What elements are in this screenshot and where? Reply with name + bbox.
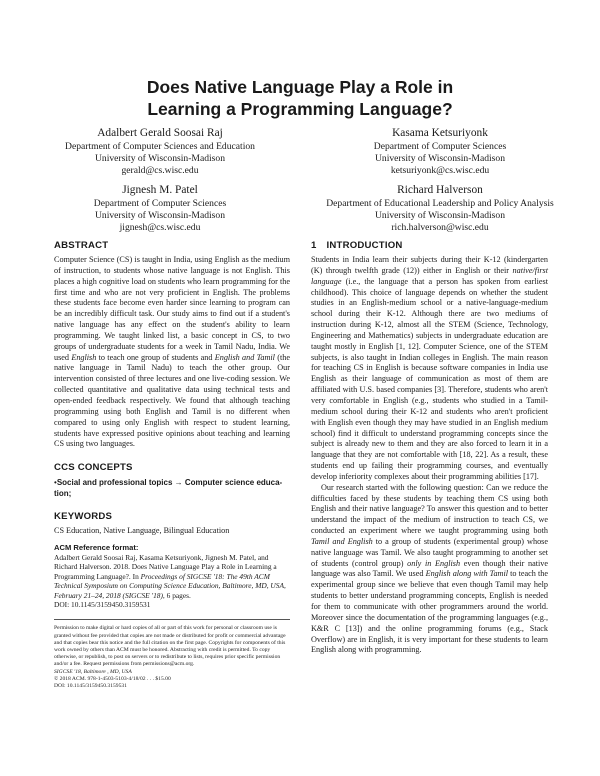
permission-notice: Permission to make digital or hard copies of all or part of this work for personal or classroom use is granted without fee provided that copies are not made or distributed for profit or commercial advantage and that copies bear this notice and the full citation on the first page. Copyrights for components of this work owned by others than ACM must be honored. Abstracting with credit is permitted. To copy otherwise, or republish, to post on servers or to redistribute to lists, requires prior specific permission and/or a fee. Request permissions from permissions@acm.org. SIGCSE '18, Baltimore , MD, USA © 2018 ACM. 978-1-4503-5103-4/18/02 . . . $15.00 DOI: 10.1145/3159450.3159531 xyxy=(54,625,286,690)
author-block-4 xyxy=(300,183,580,235)
author-name: Adalbert Gerald Soosai Raj xyxy=(97,127,223,139)
ccs-concepts: •Social and professional topics → Computer science educa- tion; xyxy=(54,478,283,499)
author-email: rich.halverson@wisc.edu xyxy=(391,222,489,234)
author-dept: Department of Computer Sciences xyxy=(93,198,227,209)
author-name: Kasama Ketsuriyonk xyxy=(392,127,488,139)
author-name: Jignesh M. Patel xyxy=(122,184,198,196)
section-number: 1 xyxy=(311,240,317,251)
author-univ: University of Wisconsin-Madison xyxy=(374,210,505,222)
intro-paragraph-2: Our research started with the following question: Can we reduce the difficulties faced by these students by teaching them CS using both English and their native language? To answer this question and to better understand the impact of the medium of instruction to teach CS, we conducted an experiment where we taught programming using both Tamil and English to a group of students (experimental group) whose native language was Tamil. We also taught programming to another set of students (control group) only in English even though their native language was also Tamil. We used English along with Tamil to teach the experimental group since we believe that even though Tamil may help students to better understand programming concepts, English is needed for them to communicate with other programmers around the world. Moreover since the documentation of the programming languages (e.g., K&R C [13]) and the online programming forums (e.g., Stack Overflow) are in English, it is very important for these students to learn English along with programming. xyxy=(311,482,549,655)
left-column xyxy=(54,240,290,690)
right-column xyxy=(311,240,548,656)
intro-paragraph-1: Students in India learn their subjects during their K-12 (kindergarten (K) through twelfth grade (12)) either in English or their native/first language (i.e., the language that a person has spoken from earliest childhood). This choice of language depends on whether the student studies in an English-medium school or a native-language-medium school during their K-12. Although there are two mediums of instruction during K-12, almost all the STEM (Science, Technology, Engineering and Mathematics) subjects in undergraduate education are taught mostly in English [1, 12]. Computer Science, one of the STEM subjects, is also taught in Indian colleges in English. The main reason for teaching CS in English is because software companies in India use English as their language of communication as most of them are affiliated with U.S. based companies [3]. Therefore, students who aren't very comfortable in English (e.g., students who studied in a Tamil-medium school during their K-12 and students who aren't proficient with English even though they may have studied in an English medium school) find it difficult to understand programming concepts since the subject is already new to them and they are also forced to learn it in a language that they are not comfortable with [18, 22]. As a result, these students end up failing their programming courses, and eventually develop inferiority complexes about their programming abilities [17]. xyxy=(311,255,548,481)
keywords-text: CS Education, Native Language, Bilingual Education xyxy=(54,526,230,536)
author-block-3 xyxy=(20,183,300,235)
paper-title xyxy=(0,76,600,120)
acm-reference-heading: ACM Reference format: xyxy=(54,543,139,553)
title-line-2: Learning a Programming Language? xyxy=(147,99,453,119)
section-title: INTRODUCTION xyxy=(326,240,403,251)
author-block-1 xyxy=(20,126,300,178)
keywords-heading: KEYWORDS xyxy=(54,511,113,523)
author-dept: Department of Computer Sciences xyxy=(373,141,507,152)
author-dept: Department of Computer Sciences and Education xyxy=(65,141,255,152)
author-block-2 xyxy=(300,126,580,178)
ccs-heading: CCS CONCEPTS xyxy=(54,462,133,474)
abstract-heading: ABSTRACT xyxy=(54,240,109,251)
acm-reference-text: Adalbert Gerald Soosai Raj, Kasama Ketsuriyonk, Jignesh M. Patel, and Richard Halverson. 2018. Does Native Language Play a Role in Learning a Programming Language?. In Proceedings of SIGCSE '18: The 49th ACM Technical Symposium on Computing Science Education, Baltimore, MD, USA, February 21–24, 2018 (SIGCSE '18), 6 pages. DOI: 10.1145/3159450.3159531 xyxy=(54,553,286,610)
author-univ: University of Wisconsin-Madison xyxy=(94,210,225,222)
author-email: ketsuriyonk@cs.wisc.edu xyxy=(390,165,490,177)
introduction-heading xyxy=(311,240,548,252)
author-email: jignesh@cs.wisc.edu xyxy=(119,222,201,234)
author-univ: University of Wisconsin-Madison xyxy=(374,153,505,165)
author-univ: University of Wisconsin-Madison xyxy=(94,153,225,165)
abstract-text: Computer Science (CS) is taught in India, using English as the medium of instruction, to students whose native language is not English. This places a high cognitive load on students who learn programming for the first time and who are not very proficient in English. The problems these students face become even harder since learning to program can be an incredibly difficult task. Our study aims to find out if a student's native language has any effect on the student's ability to learn programming. We taught linked list, a basic concept in CS, to two groups of undergraduate students for a week in Tamil Nadu, India. We used English to teach one group of students and English and Tamil (the native language in Tamil Nadu) to teach the other group. Our intervention consisted of three lectures and one live-coding session. We collected quantitative and qualitative data using technical tests and open-ended feedback respectively. We found that although teaching programming using both English and Tamil is no different when compared to using only English with respect to student learning, students have expressed positive opinions about teaching and learning CS using two languages. xyxy=(54,255,290,449)
author-dept: Department of Educational Leadership and Policy Analysis xyxy=(326,198,554,209)
footnote-rule xyxy=(54,619,290,620)
title-line-1: Does Native Language Play a Role in xyxy=(146,77,454,97)
author-email: gerald@cs.wisc.edu xyxy=(121,165,199,177)
author-name: Richard Halverson xyxy=(397,184,483,196)
